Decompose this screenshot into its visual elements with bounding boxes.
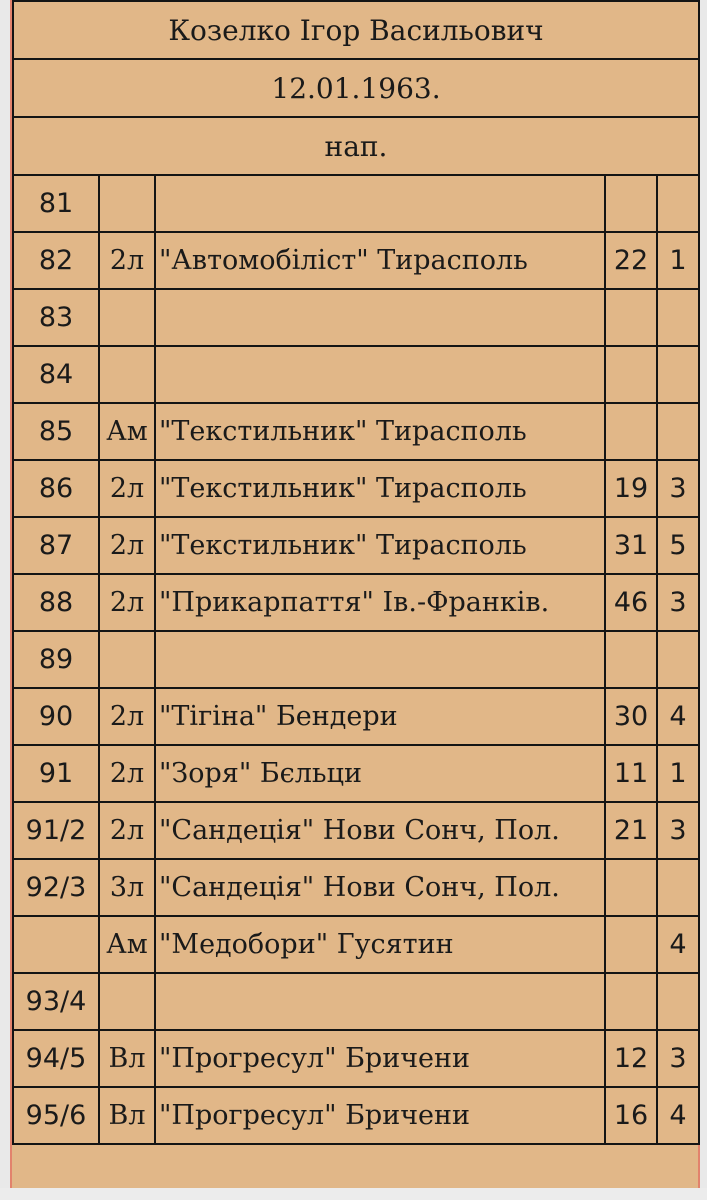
- table-row: [13, 460, 699, 517]
- table-row: [13, 1030, 699, 1087]
- player-position: нап.: [13, 117, 699, 175]
- table-row: [13, 289, 699, 346]
- season-goals: 4: [657, 1087, 699, 1144]
- season-club: [155, 346, 605, 403]
- season-club: "Прикарпаття" Ів.-Франків.: [155, 574, 605, 631]
- season-games: 16: [605, 1087, 657, 1144]
- season-club: [155, 289, 605, 346]
- season-games: 46: [605, 574, 657, 631]
- table-row: [13, 175, 699, 232]
- table-row: [13, 631, 699, 688]
- position-row: [13, 117, 699, 175]
- season-level: 2л: [99, 460, 155, 517]
- season-club: "Сандеція" Нови Сонч, Пол.: [155, 802, 605, 859]
- season-year: 82: [13, 232, 99, 289]
- season-level: Вл: [99, 1030, 155, 1087]
- table-row: [13, 859, 699, 916]
- season-level: [99, 973, 155, 1030]
- season-year: 92/3: [13, 859, 99, 916]
- season-club: "Прогресул" Бричени: [155, 1030, 605, 1087]
- season-year: 86: [13, 460, 99, 517]
- season-goals: [657, 175, 699, 232]
- season-level: 2л: [99, 688, 155, 745]
- season-year: 91/2: [13, 802, 99, 859]
- season-level: Вл: [99, 1087, 155, 1144]
- table-row: [13, 346, 699, 403]
- season-goals: [657, 631, 699, 688]
- table-row: [13, 745, 699, 802]
- season-year: 83: [13, 289, 99, 346]
- season-games: 21: [605, 802, 657, 859]
- table-row: [13, 574, 699, 631]
- season-goals: [657, 859, 699, 916]
- season-level: [99, 346, 155, 403]
- table-row: [13, 403, 699, 460]
- season-level: Ам: [99, 916, 155, 973]
- season-games: [605, 175, 657, 232]
- season-year: 90: [13, 688, 99, 745]
- season-games: [605, 859, 657, 916]
- season-games: 11: [605, 745, 657, 802]
- season-year: 87: [13, 517, 99, 574]
- season-goals: 3: [657, 574, 699, 631]
- season-level: [99, 175, 155, 232]
- season-goals: [657, 346, 699, 403]
- season-club: "Сандеція" Нови Сонч, Пол.: [155, 859, 605, 916]
- birth-row: [13, 59, 699, 117]
- season-club: "Медобори" Гусятин: [155, 916, 605, 973]
- birth-date: 12.01.1963.: [13, 59, 699, 117]
- season-goals: [657, 403, 699, 460]
- season-year: 93/4: [13, 973, 99, 1030]
- season-games: 19: [605, 460, 657, 517]
- name-row: [13, 1, 699, 59]
- season-goals: 1: [657, 745, 699, 802]
- season-goals: 3: [657, 1030, 699, 1087]
- season-games: 30: [605, 688, 657, 745]
- season-games: 31: [605, 517, 657, 574]
- season-games: 22: [605, 232, 657, 289]
- season-games: [605, 973, 657, 1030]
- season-level: [99, 631, 155, 688]
- season-year: 85: [13, 403, 99, 460]
- season-goals: [657, 289, 699, 346]
- season-goals: 3: [657, 460, 699, 517]
- season-club: [155, 175, 605, 232]
- season-goals: 3: [657, 802, 699, 859]
- season-level: [99, 289, 155, 346]
- season-club: "Текстильник" Тирасполь: [155, 403, 605, 460]
- season-games: [605, 631, 657, 688]
- season-goals: 4: [657, 916, 699, 973]
- season-level: 3л: [99, 859, 155, 916]
- season-games: [605, 289, 657, 346]
- season-goals: 1: [657, 232, 699, 289]
- season-club: [155, 973, 605, 1030]
- season-year: 84: [13, 346, 99, 403]
- season-level: 2л: [99, 232, 155, 289]
- season-level: 2л: [99, 745, 155, 802]
- season-year: 89: [13, 631, 99, 688]
- season-level: 2л: [99, 517, 155, 574]
- season-year: 91: [13, 745, 99, 802]
- season-club: "Автомобіліст" Тирасполь: [155, 232, 605, 289]
- season-year: 81: [13, 175, 99, 232]
- season-club: "Прогресул" Бричени: [155, 1087, 605, 1144]
- table-row: [13, 517, 699, 574]
- season-level: 2л: [99, 802, 155, 859]
- season-games: [605, 403, 657, 460]
- season-club: "Текстильник" Тирасполь: [155, 517, 605, 574]
- season-goals: 4: [657, 688, 699, 745]
- table-row: [13, 232, 699, 289]
- player-name: Козелко Ігор Васильович: [13, 1, 699, 59]
- season-club: "Тігіна" Бендери: [155, 688, 605, 745]
- season-club: "Текстильник" Тирасполь: [155, 460, 605, 517]
- table-row: [13, 973, 699, 1030]
- season-games: 12: [605, 1030, 657, 1087]
- season-year: 88: [13, 574, 99, 631]
- table-row: [13, 1087, 699, 1144]
- season-club: "Зоря" Бєльци: [155, 745, 605, 802]
- player-card: [10, 0, 700, 1188]
- table-row: [13, 802, 699, 859]
- table-row: [13, 916, 699, 973]
- season-year: 94/5: [13, 1030, 99, 1087]
- season-level: Ам: [99, 403, 155, 460]
- table-row: [13, 688, 699, 745]
- season-year: [13, 916, 99, 973]
- season-level: 2л: [99, 574, 155, 631]
- season-year: 95/6: [13, 1087, 99, 1144]
- season-goals: 5: [657, 517, 699, 574]
- season-games: [605, 346, 657, 403]
- season-goals: [657, 973, 699, 1030]
- page-bottom-strip: [0, 1188, 707, 1200]
- season-club: [155, 631, 605, 688]
- season-games: [605, 916, 657, 973]
- career-table: [12, 0, 700, 1145]
